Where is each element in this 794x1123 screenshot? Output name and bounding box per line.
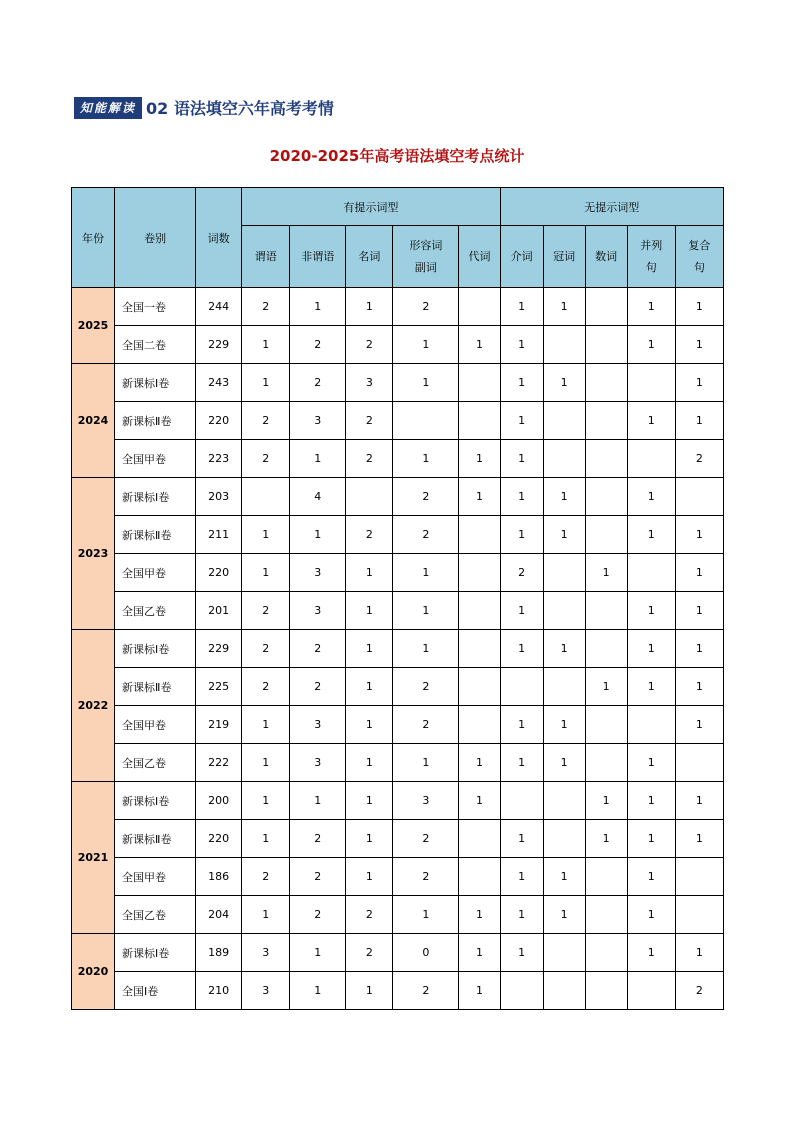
count-cell xyxy=(585,326,627,364)
word-count-cell: 211 xyxy=(196,516,242,554)
count-cell: 2 xyxy=(500,554,543,592)
exam-cell: 全国甲卷 xyxy=(115,440,196,478)
count-cell: 1 xyxy=(346,288,393,326)
count-cell: 1 xyxy=(627,744,675,782)
table-row xyxy=(72,972,724,1010)
count-cell: 1 xyxy=(346,630,393,668)
count-cell: 2 xyxy=(675,440,723,478)
count-cell: 1 xyxy=(543,706,585,744)
exam-cell: 新课标Ⅰ卷 xyxy=(115,934,196,972)
year-cell: 2023 xyxy=(72,478,115,630)
count-cell: 1 xyxy=(346,706,393,744)
count-cell: 2 xyxy=(393,820,459,858)
count-cell: 1 xyxy=(242,516,290,554)
count-cell: 1 xyxy=(675,326,723,364)
exam-cell: 全国乙卷 xyxy=(115,592,196,630)
exam-cell: 新课标Ⅱ卷 xyxy=(115,820,196,858)
count-cell: 2 xyxy=(242,288,290,326)
table-row xyxy=(72,820,724,858)
count-cell: 1 xyxy=(675,820,723,858)
count-cell xyxy=(459,706,500,744)
count-cell: 1 xyxy=(459,782,500,820)
count-cell xyxy=(543,782,585,820)
exam-cell: 新课标Ⅰ卷 xyxy=(115,782,196,820)
year-cell: 2021 xyxy=(72,782,115,934)
count-cell: 1 xyxy=(290,782,346,820)
count-cell xyxy=(393,402,459,440)
count-cell: 1 xyxy=(459,896,500,934)
count-cell: 1 xyxy=(543,744,585,782)
count-cell: 1 xyxy=(627,326,675,364)
count-cell: 1 xyxy=(627,782,675,820)
count-cell xyxy=(500,972,543,1010)
count-cell xyxy=(543,592,585,630)
exam-cell: 新课标Ⅱ卷 xyxy=(115,516,196,554)
count-cell: 1 xyxy=(290,440,346,478)
count-cell: 2 xyxy=(290,326,346,364)
count-cell: 1 xyxy=(627,858,675,896)
header-year: 年份 xyxy=(72,188,115,288)
count-cell: 1 xyxy=(627,516,675,554)
count-cell: 1 xyxy=(675,782,723,820)
count-cell xyxy=(543,668,585,706)
count-cell xyxy=(585,516,627,554)
count-cell: 1 xyxy=(500,364,543,402)
count-cell xyxy=(585,896,627,934)
count-cell: 2 xyxy=(393,706,459,744)
exam-cell: 全国甲卷 xyxy=(115,554,196,592)
count-cell: 1 xyxy=(500,592,543,630)
count-cell: 3 xyxy=(290,706,346,744)
count-cell: 1 xyxy=(346,782,393,820)
header-predicate: 谓语 xyxy=(242,226,290,288)
count-cell: 1 xyxy=(675,288,723,326)
word-count-cell: 201 xyxy=(196,592,242,630)
count-cell: 2 xyxy=(675,972,723,1010)
count-cell xyxy=(459,288,500,326)
count-cell xyxy=(459,402,500,440)
year-cell: 2022 xyxy=(72,630,115,782)
count-cell: 1 xyxy=(459,440,500,478)
count-cell: 2 xyxy=(242,668,290,706)
word-count-cell: 204 xyxy=(196,896,242,934)
count-cell: 1 xyxy=(500,896,543,934)
year-cell: 2025 xyxy=(72,288,115,364)
word-count-cell: 220 xyxy=(196,554,242,592)
word-count-cell: 229 xyxy=(196,630,242,668)
count-cell xyxy=(585,972,627,1010)
count-cell: 2 xyxy=(346,934,393,972)
count-cell xyxy=(585,440,627,478)
count-cell: 1 xyxy=(500,858,543,896)
count-cell xyxy=(627,554,675,592)
count-cell: 1 xyxy=(242,896,290,934)
count-cell: 1 xyxy=(543,858,585,896)
count-cell xyxy=(543,934,585,972)
count-cell: 1 xyxy=(627,402,675,440)
count-cell: 1 xyxy=(585,820,627,858)
count-cell: 1 xyxy=(500,326,543,364)
count-cell xyxy=(627,706,675,744)
table-row xyxy=(72,934,724,972)
count-cell: 1 xyxy=(242,744,290,782)
count-cell: 1 xyxy=(627,668,675,706)
count-cell xyxy=(459,592,500,630)
count-cell xyxy=(627,364,675,402)
word-count-cell: 200 xyxy=(196,782,242,820)
exam-cell: 新课标Ⅰ卷 xyxy=(115,364,196,402)
table-row xyxy=(72,896,724,934)
count-cell: 2 xyxy=(393,288,459,326)
word-count-cell: 186 xyxy=(196,858,242,896)
table-row xyxy=(72,288,724,326)
count-cell: 1 xyxy=(459,478,500,516)
count-cell: 1 xyxy=(500,706,543,744)
count-cell: 1 xyxy=(459,934,500,972)
count-cell: 1 xyxy=(346,744,393,782)
count-cell: 2 xyxy=(346,516,393,554)
count-cell: 1 xyxy=(543,478,585,516)
count-cell xyxy=(459,820,500,858)
exam-cell: 全国乙卷 xyxy=(115,896,196,934)
table-row xyxy=(72,744,724,782)
count-cell: 2 xyxy=(290,630,346,668)
count-cell: 1 xyxy=(500,478,543,516)
header-pronoun: 代词 xyxy=(459,226,500,288)
table-row xyxy=(72,858,724,896)
header-nonfinite: 非谓语 xyxy=(290,226,346,288)
count-cell: 2 xyxy=(393,516,459,554)
count-cell xyxy=(675,896,723,934)
exam-cell: 全国Ⅰ卷 xyxy=(115,972,196,1010)
count-cell: 3 xyxy=(290,744,346,782)
section-header xyxy=(74,96,334,119)
count-cell: 1 xyxy=(675,364,723,402)
word-count-cell: 225 xyxy=(196,668,242,706)
count-cell xyxy=(675,858,723,896)
count-cell: 2 xyxy=(393,972,459,1010)
count-cell xyxy=(459,516,500,554)
count-cell: 1 xyxy=(500,516,543,554)
count-cell: 1 xyxy=(500,934,543,972)
exam-cell: 全国二卷 xyxy=(115,326,196,364)
count-cell: 1 xyxy=(393,554,459,592)
word-count-cell: 229 xyxy=(196,326,242,364)
count-cell: 1 xyxy=(346,554,393,592)
count-cell xyxy=(627,972,675,1010)
count-cell: 2 xyxy=(393,478,459,516)
count-cell: 1 xyxy=(346,820,393,858)
count-cell: 1 xyxy=(242,554,290,592)
count-cell xyxy=(346,478,393,516)
count-cell: 0 xyxy=(393,934,459,972)
table-row xyxy=(72,402,724,440)
count-cell xyxy=(459,668,500,706)
count-cell: 2 xyxy=(290,364,346,402)
count-cell xyxy=(500,668,543,706)
exam-cell: 全国甲卷 xyxy=(115,706,196,744)
count-cell: 1 xyxy=(675,706,723,744)
count-cell: 1 xyxy=(627,934,675,972)
count-cell xyxy=(585,858,627,896)
header-words: 词数 xyxy=(196,188,242,288)
count-cell: 1 xyxy=(346,858,393,896)
count-cell: 4 xyxy=(290,478,346,516)
count-cell xyxy=(459,630,500,668)
count-cell: 1 xyxy=(393,630,459,668)
count-cell xyxy=(543,402,585,440)
count-cell: 2 xyxy=(242,402,290,440)
count-cell: 2 xyxy=(242,440,290,478)
count-cell: 1 xyxy=(543,364,585,402)
count-cell xyxy=(585,592,627,630)
count-cell: 3 xyxy=(242,972,290,1010)
count-cell: 1 xyxy=(675,934,723,972)
count-cell: 2 xyxy=(290,858,346,896)
count-cell: 1 xyxy=(585,782,627,820)
count-cell: 2 xyxy=(346,440,393,478)
year-cell: 2024 xyxy=(72,364,115,478)
count-cell: 1 xyxy=(585,668,627,706)
count-cell: 2 xyxy=(346,326,393,364)
count-cell: 1 xyxy=(393,364,459,402)
word-count-cell: 203 xyxy=(196,478,242,516)
count-cell: 1 xyxy=(346,592,393,630)
count-cell: 1 xyxy=(627,592,675,630)
count-cell xyxy=(585,934,627,972)
table-row xyxy=(72,364,724,402)
header-complex-sentence: 复合 句 xyxy=(675,226,723,288)
header-adj-adv: 形容词 副词 xyxy=(393,226,459,288)
count-cell: 3 xyxy=(346,364,393,402)
header-preposition: 介词 xyxy=(500,226,543,288)
count-cell: 3 xyxy=(290,402,346,440)
count-cell xyxy=(585,364,627,402)
exam-cell: 新课标Ⅱ卷 xyxy=(115,402,196,440)
table-row xyxy=(72,478,724,516)
word-count-cell: 220 xyxy=(196,402,242,440)
count-cell: 2 xyxy=(393,668,459,706)
count-cell: 2 xyxy=(346,896,393,934)
count-cell: 3 xyxy=(290,554,346,592)
word-count-cell: 210 xyxy=(196,972,242,1010)
count-cell xyxy=(675,744,723,782)
count-cell: 1 xyxy=(393,744,459,782)
count-cell xyxy=(585,744,627,782)
count-cell: 1 xyxy=(627,896,675,934)
count-cell xyxy=(543,326,585,364)
exam-cell: 全国一卷 xyxy=(115,288,196,326)
table-title: 2020-2025年高考语法填空考点统计 xyxy=(269,147,525,165)
exam-cell: 新课标Ⅱ卷 xyxy=(115,668,196,706)
count-cell: 2 xyxy=(290,896,346,934)
count-cell: 3 xyxy=(393,782,459,820)
count-cell xyxy=(543,972,585,1010)
count-cell: 1 xyxy=(543,516,585,554)
count-cell: 1 xyxy=(675,668,723,706)
count-cell: 1 xyxy=(290,972,346,1010)
count-cell: 2 xyxy=(290,668,346,706)
count-cell xyxy=(585,630,627,668)
count-cell: 1 xyxy=(393,440,459,478)
count-cell xyxy=(585,706,627,744)
count-cell: 1 xyxy=(675,402,723,440)
table-row xyxy=(72,440,724,478)
count-cell: 1 xyxy=(290,516,346,554)
count-cell: 1 xyxy=(500,440,543,478)
count-cell: 1 xyxy=(500,744,543,782)
table-row xyxy=(72,706,724,744)
count-cell: 2 xyxy=(393,858,459,896)
table-row xyxy=(72,592,724,630)
count-cell xyxy=(500,782,543,820)
count-cell: 1 xyxy=(543,896,585,934)
count-cell: 1 xyxy=(585,554,627,592)
count-cell xyxy=(543,820,585,858)
header-group-nohint: 无提示词型 xyxy=(500,188,723,226)
count-cell xyxy=(459,364,500,402)
exam-cell: 全国甲卷 xyxy=(115,858,196,896)
count-cell xyxy=(627,440,675,478)
count-cell: 1 xyxy=(459,326,500,364)
count-cell xyxy=(675,478,723,516)
count-cell xyxy=(543,554,585,592)
word-count-cell: 243 xyxy=(196,364,242,402)
count-cell: 1 xyxy=(242,820,290,858)
header-noun: 名词 xyxy=(346,226,393,288)
count-cell xyxy=(585,478,627,516)
header-article: 冠词 xyxy=(543,226,585,288)
section-badge: 知能解读 xyxy=(74,97,142,119)
count-cell: 1 xyxy=(393,896,459,934)
count-cell: 3 xyxy=(290,592,346,630)
count-cell: 3 xyxy=(242,934,290,972)
exam-cell: 新课标Ⅰ卷 xyxy=(115,478,196,516)
word-count-cell: 222 xyxy=(196,744,242,782)
count-cell: 1 xyxy=(675,630,723,668)
count-cell: 2 xyxy=(346,402,393,440)
header-exam: 卷别 xyxy=(115,188,196,288)
count-cell xyxy=(585,402,627,440)
table-body xyxy=(72,288,724,1010)
count-cell: 1 xyxy=(393,592,459,630)
count-cell: 1 xyxy=(543,630,585,668)
count-cell: 2 xyxy=(290,820,346,858)
word-count-cell: 220 xyxy=(196,820,242,858)
count-cell: 1 xyxy=(500,402,543,440)
count-cell: 1 xyxy=(459,972,500,1010)
count-cell: 1 xyxy=(543,288,585,326)
count-cell: 1 xyxy=(290,934,346,972)
count-cell: 1 xyxy=(393,326,459,364)
count-cell: 1 xyxy=(242,326,290,364)
count-cell: 1 xyxy=(627,630,675,668)
stats-table xyxy=(71,187,724,1010)
count-cell xyxy=(459,858,500,896)
header-numeral: 数词 xyxy=(585,226,627,288)
table-row xyxy=(72,630,724,668)
header-compound-sentence: 并列 句 xyxy=(627,226,675,288)
count-cell: 1 xyxy=(346,972,393,1010)
count-cell: 1 xyxy=(500,820,543,858)
count-cell: 1 xyxy=(500,630,543,668)
count-cell: 1 xyxy=(675,516,723,554)
count-cell: 1 xyxy=(242,364,290,402)
word-count-cell: 244 xyxy=(196,288,242,326)
count-cell: 1 xyxy=(290,288,346,326)
count-cell: 1 xyxy=(675,592,723,630)
exam-cell: 新课标Ⅰ卷 xyxy=(115,630,196,668)
count-cell: 1 xyxy=(459,744,500,782)
count-cell xyxy=(459,554,500,592)
year-cell: 2020 xyxy=(72,934,115,1010)
count-cell: 1 xyxy=(627,820,675,858)
exam-cell: 全国乙卷 xyxy=(115,744,196,782)
count-cell xyxy=(543,440,585,478)
word-count-cell: 223 xyxy=(196,440,242,478)
table-row xyxy=(72,782,724,820)
word-count-cell: 219 xyxy=(196,706,242,744)
count-cell: 1 xyxy=(675,554,723,592)
section-title: 02 语法填空六年高考考情 xyxy=(146,99,334,118)
table-row xyxy=(72,326,724,364)
count-cell: 2 xyxy=(242,858,290,896)
header-group-hint: 有提示词型 xyxy=(242,188,500,226)
count-cell: 1 xyxy=(627,478,675,516)
count-cell: 1 xyxy=(346,668,393,706)
table-row xyxy=(72,668,724,706)
table-row xyxy=(72,516,724,554)
count-cell: 2 xyxy=(242,630,290,668)
table-row xyxy=(72,554,724,592)
count-cell: 1 xyxy=(500,288,543,326)
count-cell xyxy=(242,478,290,516)
count-cell: 1 xyxy=(627,288,675,326)
count-cell: 1 xyxy=(242,782,290,820)
count-cell xyxy=(585,288,627,326)
count-cell: 2 xyxy=(242,592,290,630)
word-count-cell: 189 xyxy=(196,934,242,972)
count-cell: 1 xyxy=(242,706,290,744)
